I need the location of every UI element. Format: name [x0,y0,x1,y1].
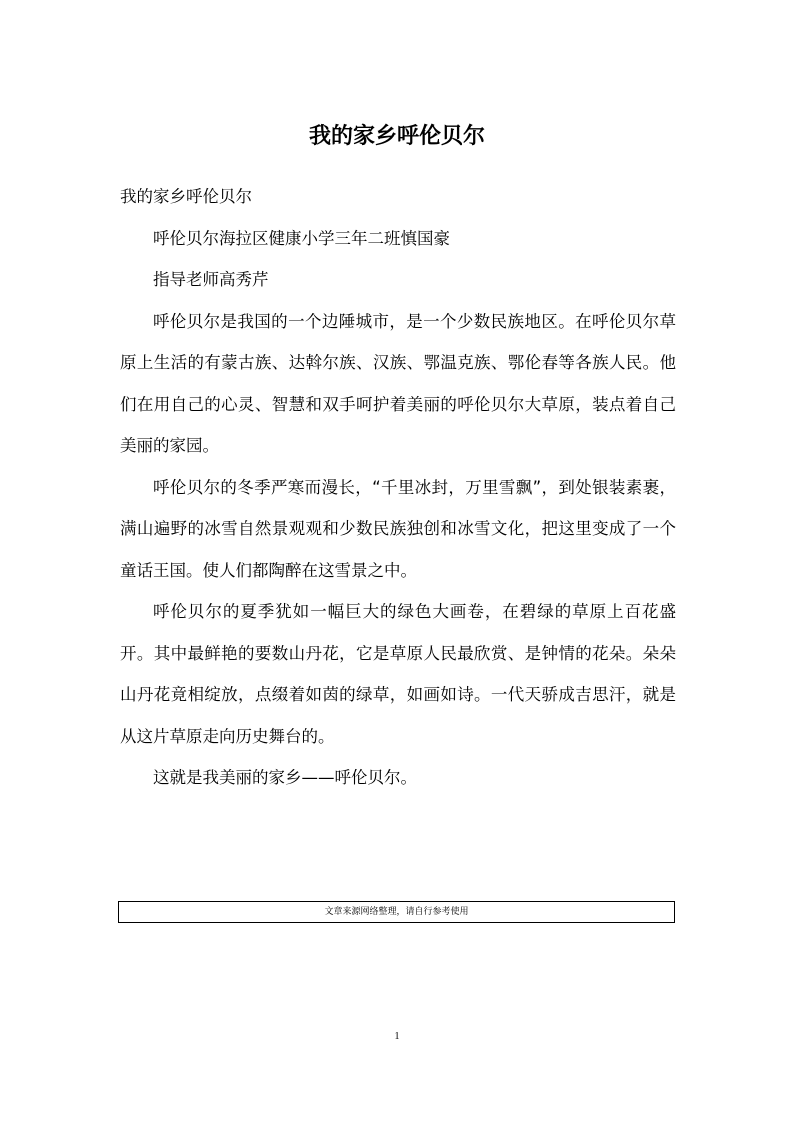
paragraph: 这就是我美丽的家乡——呼伦贝尔。 [153,768,417,787]
paragraph: 呼伦贝尔的冬季严寒而漫长，“千里冰封，万里雪飘”，到处银装素裹，满山遍野的冰雪自然景观观和少数民族独创和冰雪文化，把这里变成了一个童话王国。使人们都陶醉在这雪景之中。 [120,477,676,580]
paragraph: 指导老师高秀芹 [153,270,269,289]
source-notice-box: 文章来源网络整理，请自行参考使用 [118,901,675,923]
page-title: 我的家乡呼伦贝尔 [308,124,485,149]
paragraph: 呼伦贝尔的夏季犹如一幅巨大的绿色大画卷，在碧绿的草原上百花盛开。其中最鲜艳的要数山丹花，它是草原人民最欣赏、是钟情的花朵。朵朵山丹花竟相绽放，点缀着如茵的绿草，如画如诗。一代天骄成吉思汗，就是从这片草原走向历史舞台的。 [120,602,676,746]
paragraph: 呼伦贝尔海拉区健康小学三年二班慎国豪 [153,228,450,248]
paragraph: 我的家乡呼伦贝尔 [120,187,252,206]
page-number: 1 [394,1031,400,1042]
paragraph: 呼伦贝尔是我国的一个边陲城市，是一个少数民族地区。在呼伦贝尔草原上生活的有蒙古族、达斡尔族、汉族、鄂温克族、鄂伦春等各族人民。他们在用自己的心灵、智慧和双手呵护着美丽的呼伦贝尔大草原，装点着自己美丽的家园。 [120,311,676,455]
document-body [120,176,676,799]
